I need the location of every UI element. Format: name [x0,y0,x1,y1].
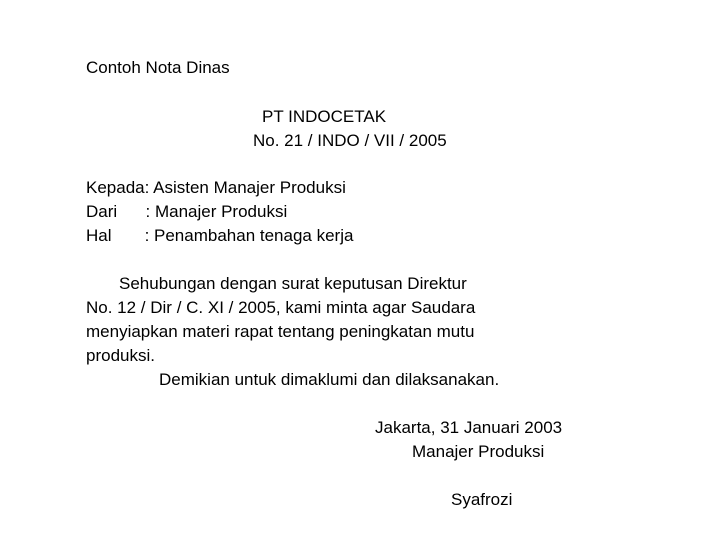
company-name: PT INDOCETAK [262,107,387,126]
signature-name: Syafrozi [451,490,513,509]
recipient-from: Dari : Manajer Produksi [86,202,288,221]
body-closing: Demikian untuk dimaklumi dan dilaksanakan. [159,370,500,389]
body-line-3: menyiapkan materi rapat tentang peningkatan mutu [86,322,475,341]
body-line-4: produksi. [86,346,155,365]
body-line-2: No. 12 / Dir / C. XI / 2005, kami minta agar Saudara [86,298,476,317]
signature-position: Manajer Produksi [412,442,545,461]
document-heading: Contoh Nota Dinas [86,58,230,77]
body-line-1: Sehubungan dengan surat keputusan Direktur [119,274,467,293]
memo-subject: Hal : Penambahan tenaga kerja [86,226,354,245]
memo-number: No. 21 / INDO / VII / 2005 [253,131,447,150]
signature-place-date: Jakarta, 31 Januari 2003 [375,418,563,437]
recipient-to: Kepada: Asisten Manajer Produksi [86,178,346,197]
